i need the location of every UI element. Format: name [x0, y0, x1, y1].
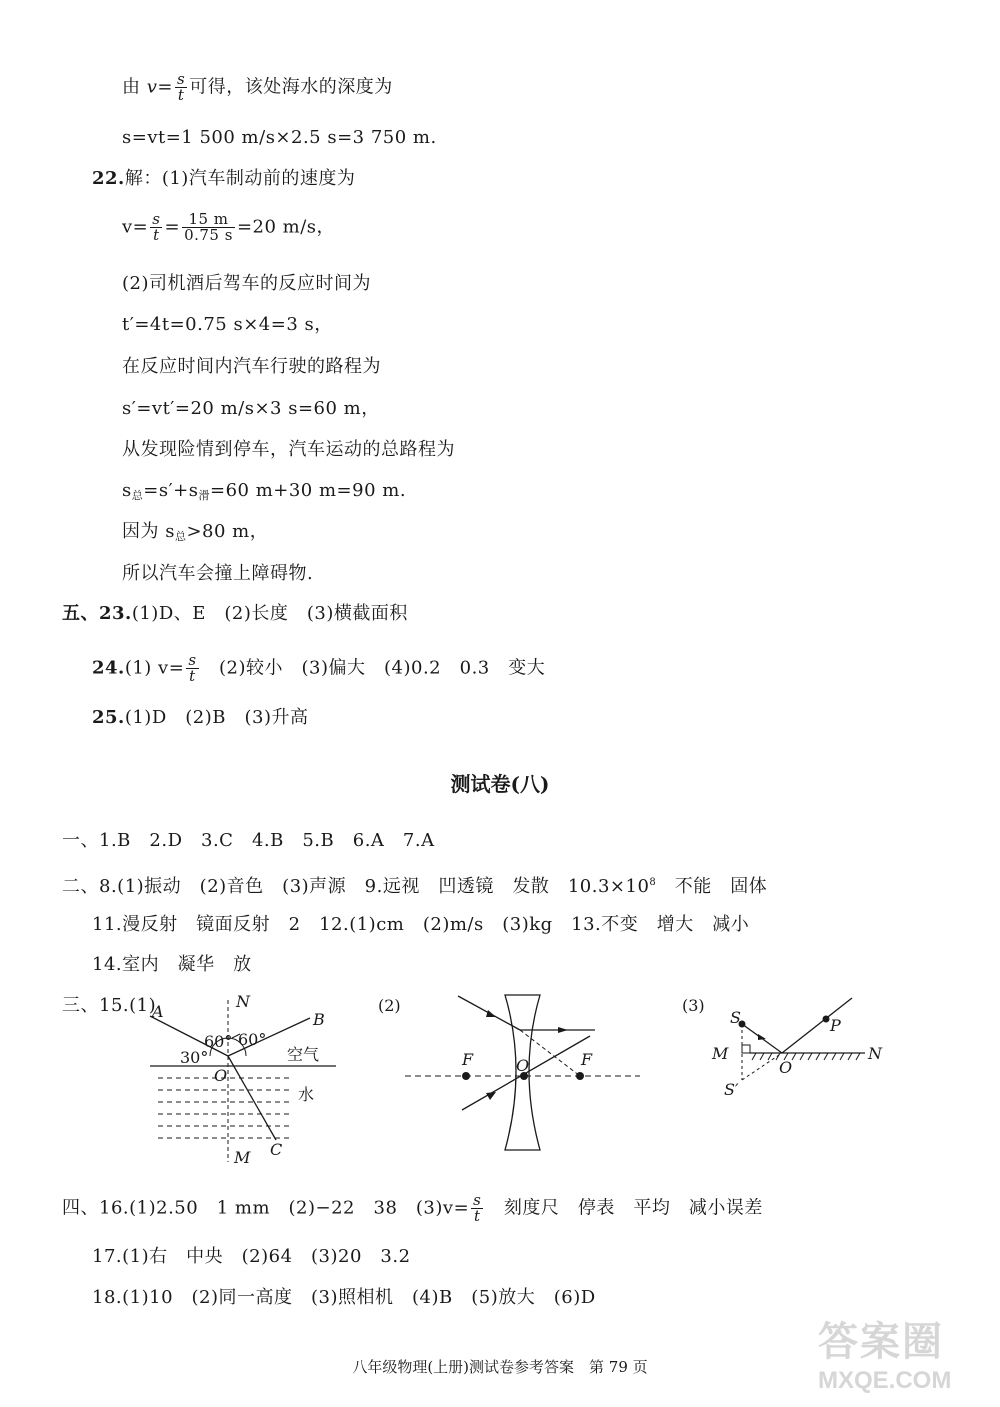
q22-line6: s′=vt′=20 m/s×3 s=60 m，: [122, 398, 380, 419]
label-P: P: [830, 1016, 841, 1035]
label-O2: O: [516, 1056, 530, 1075]
frac-den: t: [189, 667, 196, 685]
mirror-diagram: [720, 990, 880, 1100]
frac-num: s: [473, 1191, 482, 1209]
q21-line1: [122, 72, 393, 103]
refracted-ray: [228, 1056, 276, 1140]
label-M3: M: [712, 1044, 729, 1063]
label-O: O: [214, 1066, 228, 1085]
question-number: 五、23.: [62, 603, 132, 624]
label-N3: N: [868, 1044, 882, 1063]
mirror-hatch: [752, 1053, 860, 1060]
text: 解：(1)汽车制动前的速度为: [124, 168, 356, 189]
watermark-line1: 答案圈: [818, 1318, 944, 1365]
label-F1: F: [462, 1050, 474, 1069]
point-P: [823, 1016, 830, 1023]
focal-point-right: [576, 1072, 584, 1080]
q25-line: [92, 706, 308, 730]
arrow-icon: [758, 1034, 766, 1040]
label-C: C: [270, 1140, 283, 1159]
q18-line: 18.(1)10 (2)同一高度 (3)照相机 (4)B (5)放大 (6)D: [92, 1287, 596, 1308]
text: 由: [122, 76, 141, 98]
label-A: A: [152, 1002, 164, 1021]
reflected-ray: [782, 998, 852, 1053]
sec2-line1: [62, 871, 767, 899]
q22-line3: (2)司机酒后驾车的反应时间为: [122, 273, 371, 294]
lens-diagram: [400, 990, 650, 1160]
var-v: v: [146, 76, 158, 98]
q24-line: [92, 653, 545, 684]
question-number: 24.: [92, 657, 125, 679]
text: (2)较小 (3)偏大 (4)0.2 0.3 变大: [200, 657, 546, 679]
text: 二、8.(1)振动 (2)音色 (3)声源 9.远视 凹透镜 发散 10.3×10: [62, 876, 650, 897]
sec2-line3: 14.室内 凝华 放: [92, 954, 252, 975]
fig2-label: (2): [378, 996, 401, 1015]
superscript: 8: [649, 877, 657, 888]
equals: =: [157, 76, 173, 98]
focal-point-left: [462, 1072, 470, 1080]
frac-den: t: [177, 86, 185, 104]
q22-line10: 所以汽车会撞上障碍物.: [122, 563, 314, 584]
watermark-logo: [818, 1310, 988, 1400]
fraction-s-over-t: [150, 212, 162, 243]
frac-den: t: [153, 226, 160, 244]
sec3-label: 三、15.(1): [62, 995, 157, 1016]
text: 不能 固体: [656, 876, 768, 897]
fraction-s-over-t: [471, 1193, 483, 1224]
text: (1)D、E (2)长度 (3)横截面积: [131, 603, 408, 624]
text: 四、16.(1)2.50 1 mm (2)−22 38 (3)v=: [62, 1197, 470, 1219]
q22-line7: 从发现险情到停车，汽车运动的总路程为: [122, 439, 455, 460]
q23-line: [62, 602, 408, 626]
right-angle-mark: [742, 1045, 750, 1053]
label-S-prime: S′: [724, 1080, 739, 1099]
question-number: 25.: [92, 707, 125, 728]
q21-line2: s=vt=1 500 m/s×2.5 s=3 750 m.: [122, 127, 437, 148]
q22-line9: [122, 520, 268, 549]
page-footer: 八年级物理(上册)测试卷参考答案 第 79 页: [352, 1358, 648, 1376]
label-angle2: 60°: [238, 1030, 267, 1049]
text: 因为 s: [122, 521, 175, 542]
text: 刻度尺 停表 平均 减小误差: [485, 1197, 763, 1219]
text: s: [122, 480, 132, 501]
q22-line1: [92, 167, 355, 191]
label-air: 空气: [287, 1045, 320, 1064]
text: v=: [122, 216, 149, 238]
equals: =: [164, 216, 181, 238]
label-angle3: 30°: [180, 1048, 209, 1067]
frac-num: s: [152, 210, 161, 228]
q17-line: 17.(1)右 中央 (2)64 (3)20 3.2: [92, 1246, 411, 1267]
q22-line5: 在反应时间内汽车行驶的路程为: [122, 356, 381, 377]
label-B: B: [313, 1010, 325, 1029]
frac-num: 15 m: [182, 212, 235, 228]
text: =20 m/s，: [236, 216, 336, 238]
q22-line2: [122, 212, 335, 243]
subscript: 总: [174, 530, 187, 543]
label-water: 水: [298, 1085, 315, 1104]
label-F2: F: [581, 1050, 593, 1069]
text: =s′+s: [143, 480, 199, 501]
sec4-q16: [62, 1193, 763, 1224]
fraction-s-over-t: [175, 72, 187, 103]
fig3-label: (3): [682, 996, 705, 1015]
text: >80 m，: [186, 521, 269, 542]
question-number: 22.: [92, 168, 125, 189]
frac-den: t: [473, 1207, 481, 1225]
arrow-icon: [558, 1027, 568, 1033]
frac-num: s: [177, 70, 186, 88]
label-S: S: [730, 1008, 741, 1027]
q22-line4: t′=4t=0.75 s×4=3 s，: [122, 314, 333, 335]
label-N: N: [236, 992, 250, 1011]
subscript: 滑: [198, 489, 210, 502]
sec1-line: 一、1.B 2.D 3.C 4.B 5.B 6.A 7.A: [62, 830, 435, 851]
label-M: M: [234, 1148, 251, 1167]
text: (1) v=: [124, 657, 185, 679]
sec2-line2: 11.漫反射 镜面反射 2 12.(1)cm (2)m/s (3)kg 13.不变 增大 减小: [92, 914, 750, 935]
text: (1)D (2)B (3)升高: [124, 707, 309, 728]
arrow-icon: [486, 1010, 496, 1017]
frac-den: 0.75 s: [184, 226, 233, 244]
fraction-s-over-t: [186, 653, 198, 684]
section-title: 测试卷(八): [450, 772, 550, 796]
label-angle1: 60°: [204, 1032, 233, 1051]
label-O3: O: [779, 1058, 793, 1077]
frac-num: s: [188, 651, 197, 669]
watermark-line2: MXQE.COM: [818, 1367, 952, 1394]
text: 可得，该处海水的深度为: [189, 76, 393, 98]
subscript: 总: [131, 489, 144, 502]
text: =60 m+30 m=90 m.: [209, 480, 407, 501]
fraction-values: [182, 212, 235, 243]
q22-line8: [122, 479, 406, 508]
